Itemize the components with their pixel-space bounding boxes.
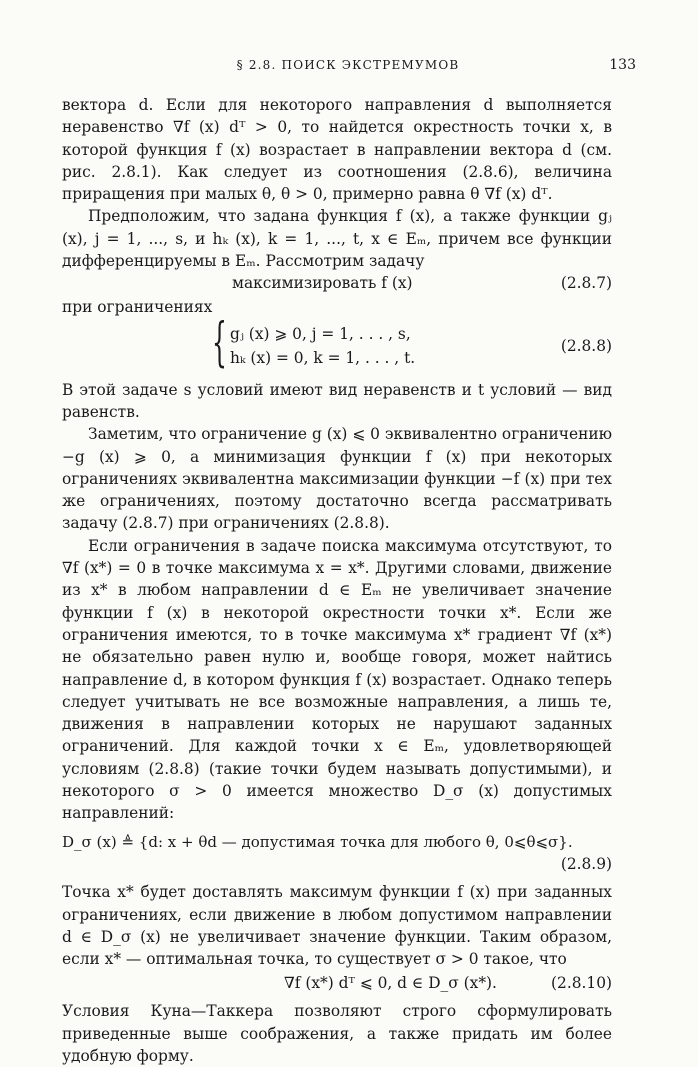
page-header: [60, 54, 636, 76]
running-title: § 2.8. ПОИСК ЭКСТРЕМУМОВ: [236, 58, 460, 72]
equation-number: (2.8.7): [560, 274, 612, 293]
paragraph: вектора d. Если для некоторого направления d выполняется неравенство ∇f (x) dᵀ > 0, то найдется окрестность точки x, в которой функция f (x) возрастает в направлении вектора d (см. рис. 2.8.1). Как следует из соотношения (2.8.6), величина приращения при малых θ, θ > 0, примерно равна θ ∇f (x) dᵀ.: [62, 96, 612, 204]
paragraph: Предположим, что задана функция f (x), а также функции gⱼ (x), j = 1, ..., s, и hₖ (x), k = 1, ..., t, x ∈ Eₘ, причем все функции дифференцируемы в Eₘ. Рассмотрим задачу: [62, 207, 612, 271]
paragraph: Условия Куна—Таккера позволяют строго сформулировать приведенные выше соображения, а также придать им более удобную форму.: [62, 1002, 612, 1065]
equation-number: (2.8.9): [560, 854, 612, 873]
equation-expression: ∇f (x*) dᵀ ⩽ 0, d ∈ D_σ (x*).: [284, 974, 497, 993]
page-body: [62, 94, 612, 1067]
equation-number: (2.8.8): [560, 336, 612, 355]
paragraph: В этой задаче s условий имеют вид неравенств и t условий — вид равенств.: [62, 380, 612, 421]
equation-2-8-10: [62, 972, 612, 1000]
page-number: 133: [609, 57, 636, 73]
brace-glyph: {: [212, 312, 227, 373]
constraint-row: gⱼ (x) ⩾ 0, j = 1, . . . , s,: [230, 324, 411, 343]
paragraph: при ограничениях: [62, 298, 213, 317]
paragraph: Точка x* будет доставлять максимум функции f (x) при заданных ограничениях, если движение в любом допустимом направлении d ∈ D_σ (x) не увеличивает значение функции. Таким образом, если x* — оптимальная точка, то существует σ > 0 такое, что: [62, 883, 612, 969]
paragraph: Если ограничения в задаче поиска максимума отсутствуют, то ∇f (x*) = 0 в точке максимума x = x*. Другими словами, движение из x* в любом направлении d ∈ Eₘ не увеличивает значение функции f (x) в некоторой окрестности точки x*. Если же ограничения имеются, то в точке максимума x* градиент ∇f (x*) не обязательно равен нулю и, вообще говоря, может найтись направление d, в котором функция f (x) возрастает. Однако теперь следует учитывать не все возможные направления, а лишь те, движения в направлении которых не нарушают заданных ограничений. Для каждой точки x ∈ Eₘ, удовлетворяющей условиям (2.8.8) (такие точки будем называть допустимыми), и некоторого σ > 0 имеется множество D_σ (x) допустимых направлений:: [62, 536, 612, 823]
equation-2-8-7: [62, 272, 612, 296]
equation-number: (2.8.10): [551, 974, 612, 993]
constraint-row: hₖ (x) = 0, k = 1, . . . , t.: [230, 348, 416, 367]
paragraph: Заметим, что ограничение g (x) ⩽ 0 эквивалентно ограничению −g (x) ⩾ 0, а минимизация функции f (x) при некоторых ограничениях эквивалентна максимизации функции −f (x) при тех же ограничениях, поэтому достаточно всегда рассматривать задачу (2.8.7) при ограничениях (2.8.8).: [62, 425, 612, 533]
equation-2-8-9: D_σ (x) ≜ {d: x + θd — допустимая точка для любого θ, 0⩽θ⩽σ}.: [62, 832, 573, 851]
equation-expression: максимизировать f (x): [232, 274, 413, 293]
equation-2-8-8: [62, 312, 612, 373]
